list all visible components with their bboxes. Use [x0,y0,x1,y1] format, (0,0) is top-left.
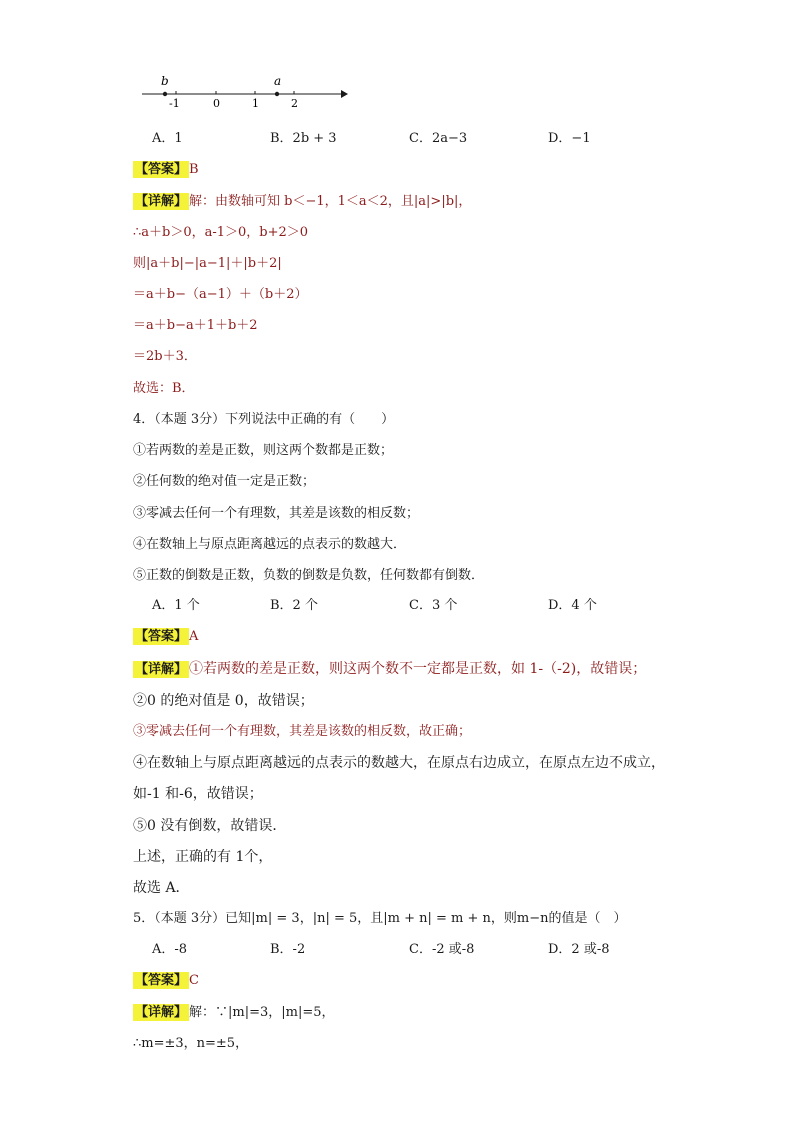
q3-detail-line-4: ＝a＋b−（a−1）＋（b＋2） [133,287,308,302]
q3-detail-line-5: ＝a＋b−a＋1＋b＋2 [133,318,258,333]
q4-statement-3: ③零减去任何一个有理数，其差是该数的相反数； [133,506,420,521]
q3-option-b: B．2b + 3 [270,131,337,146]
q4-detail-line-5: 如-1 和-6，故错误； [133,786,263,802]
q5-options [152,941,712,959]
q4-option-d: D．4 个 [548,598,597,613]
q5-option-c: C．-2 或-8 [409,942,475,957]
q5-detail-line-1 [133,1004,335,1022]
q3-answer-line [133,161,199,179]
tick-label-1: 1 [252,97,259,110]
tick-label-neg1: -1 [169,97,180,110]
q4-statement-1: ①若两数的差是正数，则这两个数都是正数； [133,443,394,458]
number-line-figure [136,72,396,112]
q3-option-a: A．1 [152,131,183,146]
q3-detail-tag: 【详解】 [135,194,188,209]
q3-answer-tag: 【答案】 [135,162,188,177]
q4-detail-text-1: ①若两数的差是正数，则这两个数不一定都是正数，如 1-（-2)，故错误； [189,661,647,677]
q3-detail-line-3: 则|a＋b|−|a−1|＋|b＋2| [133,256,282,271]
q4-statement-5: ⑤正数的倒数是正数，负数的倒数是负数，任何数都有倒数． [133,568,485,583]
q3-detail-line-6: ＝2b＋3． [133,349,197,364]
q4-detail-tag: 【详解】 [135,662,188,677]
q4-answer: A [189,629,199,644]
q4-detail-line-1 [133,660,646,679]
q4-detail-line-6: ⑤0 没有倒数，故错误． [133,818,287,834]
q3-detail-line-1 [133,193,471,211]
tick-label-0: 0 [213,97,220,110]
point-a [275,92,279,96]
q4-option-c: C．3 个 [409,598,458,613]
q3-detail-line-2: ∴a＋b＞0，a-1＞0，b+2＞0 [133,225,309,240]
q4-statement-2: ②任何数的绝对值一定是正数； [133,474,316,489]
q5-answer: C [189,973,199,988]
q4-option-a: A．1 个 [152,598,200,613]
q4-answer-line [133,628,198,646]
q4-stem: 4．（本题 3分）下列说法中正确的有（ ） [133,412,395,427]
q4-detail-line-8: 故选 A． [133,880,190,896]
q5-stem: 5．（本题 3分）已知|m| = 3，|n| = 5，且|m + n| = m + n，则m−n的值是（ ） [133,911,627,926]
number-line-arrow [341,90,348,98]
q5-option-a: A．-8 [152,942,188,957]
q5-detail-line-2: ∴m=±3，n=±5， [133,1036,249,1051]
q5-detail-text-1: 解：∵|m|=3，|m|=5， [189,1005,335,1020]
q4-detail-line-3: ③零减去任何一个有理数，其差是该数的相反数，故正确； [133,724,472,739]
q5-detail-tag: 【详解】 [135,1005,188,1020]
point-b-label: b [161,74,169,88]
q3-answer: B [189,162,199,177]
q4-detail-line-4: ④在数轴上与原点距离越远的点表示的数越大，在原点右边成立，在原点左边不成立， [133,755,665,771]
q4-answer-tag: 【答案】 [135,629,188,644]
q5-option-b: B．-2 [270,942,306,957]
point-a-label: a [274,74,282,88]
q5-answer-line [133,972,199,990]
q3-option-c: C．2a−3 [409,131,468,146]
q5-answer-tag: 【答案】 [135,973,188,988]
q4-statement-4: ④在数轴上与原点距离越远的点表示的数越大． [133,537,407,552]
q3-option-d: D．−1 [548,131,591,146]
q3-detail-text-1: 解：由数轴可知 b＜−1，1＜a＜2，且|a|>|b|， [189,194,472,209]
q4-options [152,597,712,615]
q4-detail-line-2: ②0 的绝对值是 0，故错误； [133,693,314,709]
point-b [163,92,167,96]
q3-detail-line-7: 故选：B． [133,381,195,396]
q4-detail-line-7: 上述，正确的有 1个， [133,849,273,865]
tick-label-2: 2 [291,97,298,110]
q5-option-d: D．2 或-8 [548,942,610,957]
q4-option-b: B．2 个 [270,598,318,613]
q3-options [152,130,712,148]
